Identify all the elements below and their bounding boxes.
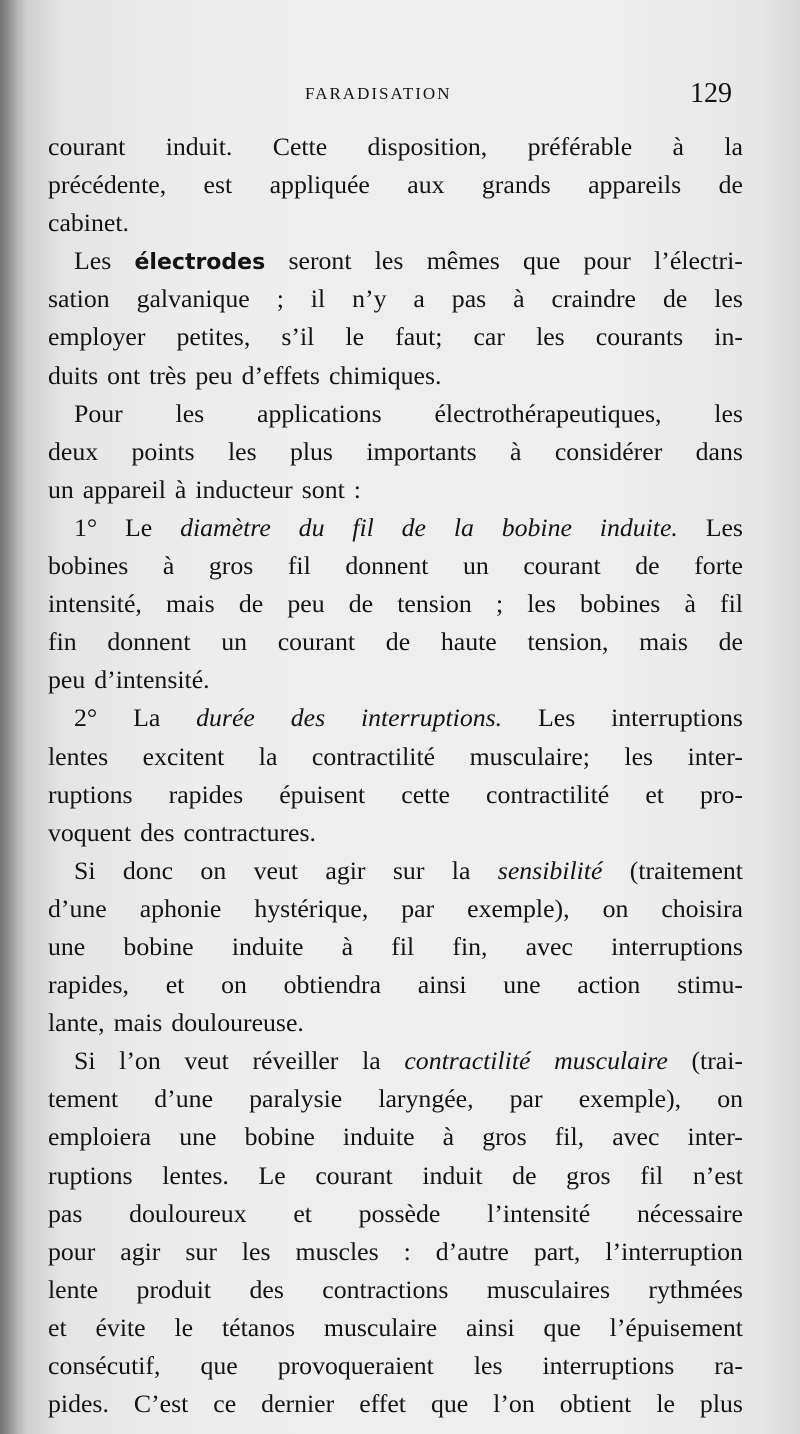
word: voquent bbox=[48, 817, 132, 847]
text-line bbox=[48, 1233, 743, 1271]
word: haute bbox=[440, 627, 497, 657]
text-line bbox=[48, 318, 743, 356]
word: grands bbox=[481, 170, 551, 200]
text-line bbox=[48, 280, 743, 318]
word: il bbox=[310, 284, 326, 314]
text-line bbox=[48, 852, 743, 890]
word: pides. bbox=[48, 1389, 109, 1419]
word: Le bbox=[258, 1160, 286, 1190]
word: tension bbox=[397, 589, 472, 619]
word: un bbox=[463, 551, 489, 581]
text-line bbox=[48, 776, 743, 814]
word: courant bbox=[277, 627, 356, 657]
word: peu bbox=[195, 360, 233, 390]
word: que bbox=[200, 1351, 238, 1380]
word: le bbox=[174, 1312, 194, 1342]
word: contractilité bbox=[311, 741, 436, 771]
word: pour bbox=[48, 1236, 96, 1266]
word: 1° bbox=[74, 512, 98, 542]
text-line bbox=[48, 928, 743, 966]
word: employer bbox=[48, 322, 146, 352]
word: hystérique, bbox=[254, 893, 369, 923]
word: nécessaire bbox=[636, 1198, 743, 1228]
word: disposition, bbox=[367, 132, 488, 161]
text-line bbox=[48, 547, 743, 585]
text-line bbox=[48, 1157, 743, 1195]
text-line bbox=[48, 738, 743, 776]
word: à bbox=[162, 551, 175, 581]
word: de bbox=[718, 627, 743, 657]
italic-word: musculaire bbox=[554, 1046, 668, 1076]
word: avec bbox=[612, 1122, 660, 1152]
word: et bbox=[293, 1198, 312, 1228]
word: Si bbox=[74, 1046, 96, 1076]
word: de bbox=[385, 627, 411, 657]
word: aphonie bbox=[139, 893, 222, 923]
word: obtiendra bbox=[283, 970, 382, 1000]
word: sont bbox=[301, 474, 345, 504]
word: les bbox=[175, 398, 205, 428]
word: : bbox=[403, 1236, 411, 1266]
word: importants bbox=[366, 436, 477, 466]
word: paralysie bbox=[249, 1084, 343, 1114]
word: stimu- bbox=[677, 970, 743, 1000]
word: contractilité bbox=[486, 779, 610, 809]
word: petites, bbox=[176, 322, 251, 352]
text-line bbox=[48, 1385, 743, 1423]
word: à bbox=[684, 589, 696, 619]
word: un bbox=[221, 627, 247, 657]
word: duits bbox=[48, 360, 99, 390]
text-line bbox=[48, 357, 743, 395]
word: de bbox=[662, 284, 688, 314]
word: le bbox=[345, 322, 365, 352]
word: fin bbox=[48, 627, 77, 657]
word: une bbox=[48, 931, 86, 961]
word: douloureux bbox=[129, 1198, 247, 1228]
word: interruptions bbox=[611, 703, 743, 733]
word: effet bbox=[359, 1389, 406, 1419]
word: mais bbox=[166, 589, 215, 619]
word: lentes bbox=[48, 741, 109, 771]
word: la bbox=[258, 741, 278, 771]
word: ruptions bbox=[48, 1160, 133, 1190]
word: considérer bbox=[554, 436, 663, 466]
word: l’on bbox=[493, 1389, 535, 1419]
word: Les bbox=[705, 512, 743, 542]
word: interruptions bbox=[611, 931, 743, 961]
word: fil bbox=[640, 1160, 664, 1190]
word: bobine bbox=[244, 1122, 315, 1152]
word: bobines bbox=[48, 551, 129, 581]
word: (traitement bbox=[629, 855, 743, 885]
word: ainsi bbox=[465, 1312, 515, 1342]
word: l’on bbox=[119, 1046, 161, 1076]
word: préférable bbox=[527, 132, 633, 161]
word: car bbox=[473, 322, 505, 352]
word: lante, bbox=[48, 1008, 105, 1038]
word: on bbox=[221, 970, 247, 1000]
word: craindre bbox=[551, 284, 637, 314]
word: peu bbox=[287, 589, 325, 619]
italic-word: diamètre bbox=[180, 512, 271, 542]
word: consécutif, bbox=[48, 1351, 161, 1380]
word: d’autre bbox=[435, 1236, 509, 1266]
word: galvanique bbox=[136, 284, 250, 314]
word: un bbox=[48, 474, 74, 504]
word: ce bbox=[213, 1389, 237, 1419]
word: contractures. bbox=[183, 817, 316, 847]
word: une bbox=[503, 970, 541, 1000]
word: sur bbox=[185, 1236, 217, 1266]
word: Les bbox=[537, 703, 576, 733]
word: aux bbox=[407, 170, 445, 200]
word: pas bbox=[48, 1198, 83, 1228]
word: dans bbox=[695, 436, 743, 466]
word: que bbox=[430, 1389, 469, 1419]
word: courants bbox=[595, 322, 684, 352]
word: précédente, bbox=[48, 170, 167, 200]
word: dernier bbox=[261, 1389, 335, 1419]
italic-word: des bbox=[290, 703, 326, 733]
word: contractions bbox=[322, 1274, 449, 1304]
word: cabinet. bbox=[48, 208, 129, 238]
word: Les bbox=[74, 246, 112, 276]
word: l’épuisement bbox=[609, 1312, 743, 1342]
word: agir bbox=[120, 1236, 161, 1266]
word: fil bbox=[391, 931, 415, 961]
word: exemple), bbox=[467, 893, 570, 923]
word: courant bbox=[523, 551, 601, 581]
word: mêmes bbox=[426, 246, 500, 276]
word: à bbox=[672, 132, 684, 161]
word: rapides, bbox=[48, 970, 129, 1000]
word: cette bbox=[401, 779, 450, 809]
word: gros bbox=[566, 1160, 611, 1190]
word: de bbox=[348, 589, 374, 619]
word: gros bbox=[482, 1122, 527, 1152]
word: muscles bbox=[295, 1236, 379, 1266]
text-line bbox=[48, 1004, 743, 1042]
word: obtient bbox=[559, 1389, 632, 1419]
word: de bbox=[238, 589, 264, 619]
word: musculaire; bbox=[469, 741, 590, 771]
word: induit. bbox=[165, 132, 233, 161]
word: d’une bbox=[48, 893, 107, 923]
word: évite bbox=[95, 1312, 146, 1342]
word: bobine bbox=[123, 931, 194, 961]
word: les bbox=[374, 246, 404, 276]
italic-word: sensibilité bbox=[497, 855, 603, 885]
word: d’effets bbox=[241, 360, 320, 390]
word: action bbox=[577, 970, 641, 1000]
word: réveiller bbox=[252, 1046, 339, 1076]
page-number: 129 bbox=[690, 78, 732, 109]
word: ; bbox=[276, 284, 284, 314]
word: donc bbox=[122, 855, 174, 885]
word: on bbox=[602, 893, 629, 923]
bold-term: électrodes bbox=[134, 250, 266, 276]
word: rythmées bbox=[648, 1274, 743, 1304]
italic-word: contractilité bbox=[404, 1046, 531, 1076]
word: et bbox=[48, 1312, 67, 1342]
word: musculaire bbox=[323, 1312, 438, 1342]
word: l’électri- bbox=[654, 246, 743, 276]
text-line bbox=[48, 1080, 743, 1118]
word: épuisent bbox=[279, 779, 366, 809]
word: provoqueraient bbox=[277, 1351, 434, 1380]
word: les bbox=[624, 741, 654, 771]
word: induit bbox=[422, 1160, 483, 1190]
text-line bbox=[48, 814, 743, 852]
word: la bbox=[724, 132, 743, 161]
word: et bbox=[645, 779, 664, 809]
text-line bbox=[48, 699, 743, 737]
word: induite bbox=[231, 931, 304, 961]
word: intensité, bbox=[48, 589, 142, 619]
word: courant bbox=[315, 1160, 393, 1190]
word: induite bbox=[342, 1122, 415, 1152]
word: veut bbox=[184, 1046, 229, 1076]
italic-word: bobine bbox=[501, 512, 572, 542]
text-line bbox=[48, 395, 743, 433]
word: plus bbox=[289, 436, 333, 466]
word: a bbox=[413, 284, 425, 314]
word: fin, bbox=[452, 931, 488, 961]
word: n’est bbox=[692, 1160, 743, 1190]
text-line bbox=[48, 242, 743, 280]
word: pro- bbox=[700, 779, 743, 809]
word: in- bbox=[714, 322, 743, 352]
text-line bbox=[48, 471, 743, 509]
word: que bbox=[523, 246, 561, 276]
word: faut; bbox=[395, 322, 443, 352]
text-line bbox=[48, 1118, 743, 1156]
running-title: FARADISATION bbox=[305, 84, 452, 103]
word: interruptions bbox=[542, 1351, 675, 1380]
word: (trai- bbox=[691, 1046, 743, 1076]
word: sur bbox=[392, 855, 425, 885]
word: sation bbox=[48, 284, 110, 314]
word: douloureuse. bbox=[171, 1008, 304, 1038]
word: à bbox=[513, 284, 525, 314]
word: : bbox=[353, 474, 361, 504]
word: les bbox=[473, 1351, 503, 1380]
word: s’il bbox=[281, 322, 315, 352]
word: veut bbox=[253, 855, 299, 885]
body-text bbox=[48, 128, 743, 1423]
word: peu bbox=[48, 665, 86, 695]
word: à bbox=[442, 1122, 455, 1152]
word: appareils bbox=[588, 170, 682, 200]
word: tétanos bbox=[221, 1312, 296, 1342]
word: d’intensité. bbox=[94, 665, 210, 695]
word: fil bbox=[720, 589, 743, 619]
word: ainsi bbox=[417, 970, 467, 1000]
word: de bbox=[718, 170, 743, 200]
word: une bbox=[179, 1122, 217, 1152]
word: chimiques. bbox=[328, 360, 442, 390]
italic-word: interruptions. bbox=[360, 703, 503, 733]
word: très bbox=[149, 360, 187, 390]
word: à bbox=[341, 931, 354, 961]
word: ; bbox=[495, 589, 504, 619]
word: les bbox=[227, 436, 257, 466]
word: inter- bbox=[687, 741, 743, 771]
word: points bbox=[131, 436, 195, 466]
word: lentes. bbox=[162, 1160, 229, 1190]
word: laryngée, bbox=[378, 1084, 474, 1114]
text-line bbox=[48, 1309, 743, 1347]
text-line bbox=[48, 128, 743, 166]
italic-word: de bbox=[401, 512, 426, 542]
page-header bbox=[0, 78, 800, 114]
word: d’une bbox=[154, 1084, 214, 1114]
word: musculaires bbox=[486, 1274, 610, 1304]
text-line bbox=[48, 1195, 743, 1233]
gutter-shadow bbox=[0, 0, 26, 1434]
word: de bbox=[635, 551, 660, 581]
word: à bbox=[510, 436, 522, 466]
italic-word: induite. bbox=[599, 512, 678, 542]
word: exemple), bbox=[578, 1084, 682, 1114]
word: on bbox=[717, 1084, 743, 1114]
text-line bbox=[48, 1347, 743, 1385]
word: pas bbox=[451, 284, 487, 314]
word: bobines bbox=[580, 589, 661, 619]
word: agir bbox=[325, 855, 366, 885]
word: les bbox=[527, 589, 556, 619]
word: des bbox=[249, 1274, 284, 1304]
word: les bbox=[714, 398, 743, 428]
italic-word: fil bbox=[352, 512, 374, 542]
italic-word: la bbox=[453, 512, 474, 542]
word: plus bbox=[699, 1389, 743, 1419]
word: fil, bbox=[554, 1122, 585, 1152]
word: Cette bbox=[272, 132, 328, 161]
word: forte bbox=[694, 551, 743, 581]
word: ont bbox=[107, 360, 141, 390]
word: de bbox=[512, 1160, 537, 1190]
word: que bbox=[543, 1312, 581, 1342]
word: choisira bbox=[661, 893, 743, 923]
word: tement bbox=[48, 1084, 119, 1114]
word: ruptions bbox=[48, 779, 133, 809]
word: gros bbox=[208, 551, 254, 581]
word: avec bbox=[525, 931, 573, 961]
text-line bbox=[48, 1271, 743, 1309]
text-line bbox=[48, 966, 743, 1004]
italic-word: du bbox=[298, 512, 325, 542]
word: Pour bbox=[74, 398, 123, 428]
text-line bbox=[48, 1042, 743, 1080]
word: et bbox=[165, 970, 185, 1000]
text-line bbox=[48, 509, 743, 547]
word: rapides bbox=[168, 779, 244, 809]
word: deux bbox=[48, 436, 99, 466]
text-line bbox=[48, 204, 743, 242]
word: des bbox=[140, 817, 175, 847]
word: La bbox=[133, 703, 161, 733]
word: la bbox=[451, 855, 471, 885]
word: emploiera bbox=[48, 1122, 152, 1152]
word: appliquée bbox=[269, 170, 370, 200]
text-line bbox=[48, 433, 743, 471]
word: l’intensité bbox=[487, 1198, 591, 1228]
word: 2° bbox=[74, 703, 98, 733]
word: Si bbox=[74, 855, 96, 885]
text-line bbox=[48, 890, 743, 928]
word: est bbox=[203, 170, 233, 200]
word: inter- bbox=[687, 1122, 743, 1152]
text-line bbox=[48, 623, 743, 661]
word: on bbox=[200, 855, 227, 885]
word: donnent bbox=[345, 551, 429, 581]
word: produit bbox=[136, 1274, 212, 1304]
word: par bbox=[509, 1084, 543, 1114]
word: lente bbox=[48, 1274, 99, 1304]
word: à bbox=[174, 474, 187, 504]
text-line bbox=[48, 661, 743, 699]
word: les bbox=[241, 1236, 271, 1266]
word: inducteur bbox=[195, 474, 293, 504]
word: ra- bbox=[714, 1351, 743, 1380]
word: Le bbox=[125, 512, 153, 542]
word: pour bbox=[583, 246, 631, 276]
word: la bbox=[362, 1046, 381, 1076]
word: fil bbox=[287, 551, 311, 581]
word: appareil bbox=[82, 474, 166, 504]
word: l’interruption bbox=[605, 1236, 743, 1266]
word: par bbox=[401, 893, 435, 923]
word: courant bbox=[48, 132, 126, 161]
text-line bbox=[48, 585, 743, 623]
word: excitent bbox=[142, 741, 225, 771]
word: mais bbox=[639, 627, 688, 657]
word: part, bbox=[533, 1236, 581, 1266]
word: les bbox=[714, 284, 743, 314]
word: mais bbox=[113, 1008, 163, 1038]
word: le bbox=[656, 1389, 675, 1419]
word: seront bbox=[288, 246, 352, 276]
word: applications bbox=[257, 398, 382, 428]
word: tension, bbox=[527, 627, 609, 657]
text-line bbox=[48, 166, 743, 204]
italic-word: durée bbox=[196, 703, 255, 733]
word: possède bbox=[358, 1198, 441, 1228]
word: électrothérapeutiques, bbox=[434, 398, 662, 428]
word: les bbox=[536, 322, 565, 352]
word: donnent bbox=[107, 627, 191, 657]
word: n’y bbox=[352, 284, 387, 314]
word: C’est bbox=[133, 1389, 189, 1419]
